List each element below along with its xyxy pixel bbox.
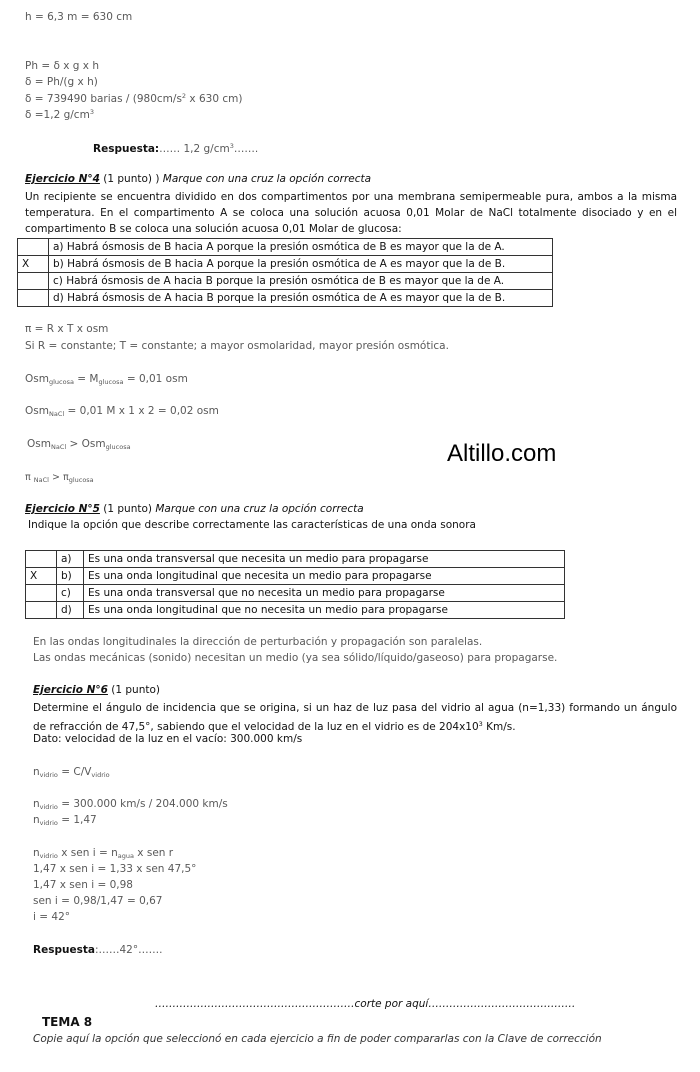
refraction-index-line: $n_{vidrio} = 300.000$ km/s / 204.000 km/s: [33, 798, 228, 811]
option-mark: [26, 551, 57, 568]
option-letter: a): [57, 551, 84, 568]
option-mark: X: [26, 568, 57, 585]
option-text: Es una onda transversal que no necesita un medio para propagarse: [84, 585, 565, 602]
exercise-6-heading: Ejercicio N°6 (1 punto): [33, 684, 161, 696]
option-mark: [18, 239, 49, 256]
wave-note: En las ondas longitudinales la dirección de perturbación y propagación son paralelas.: [33, 636, 483, 648]
option-mark: [26, 602, 57, 619]
copy-instruction: Copie aquí la opción que seleccionó en cada ejercicio a fin de poder compararlas con la Clave de corrección: [33, 1033, 602, 1045]
option-mark: X: [18, 256, 49, 273]
snell-law-line: $n_{vidrio}$ x sen $i = n_{agua}$ x sen r: [33, 847, 174, 860]
option-text: Es una onda transversal que necesita un medio para propagarse: [84, 551, 565, 568]
exercise-4-heading: Ejercicio N°4 (1 punto) ) Marque con una cruz la opción correcta: [25, 173, 372, 185]
osm-nacl-line: Osm$_{NaCl}$ = 0,01 M x 1 x 2 = 0,02 osm: [25, 405, 219, 418]
option-letter: d): [57, 602, 84, 619]
exercise-4-statement: Un recipiente se encuentra dividido en dos compartimentos por una membrana semipermeable pura, ambos a la misma temperatura. En el compartimento A se coloca una solución acuosa 0,01 Molar de NaCl totalmente disociado y en el compartimento B se coloca una solución acuosa 0,01 Molar de glucosa:: [25, 191, 677, 235]
exercise-4-options-table: [17, 238, 553, 307]
formula-line: Ph = δ x g x h: [25, 60, 99, 72]
snell-law-line: 1,47 x sen i = 0,98: [33, 879, 133, 891]
exercise-6-answer: Respuesta:……42°…….: [33, 944, 163, 956]
option-row: [18, 290, 553, 307]
option-text: Es una onda longitudinal que no necesita un medio para propagarse: [84, 602, 565, 619]
option-row: [26, 585, 565, 602]
exercise-6-data: Dato: velocidad de la luz en el vacío: 300.000 km/s: [33, 733, 303, 745]
osmotic-pressure-formula: π = R x T x osm: [25, 323, 109, 335]
snell-law-line: sen i = 0,98/1,47 = 0,67: [33, 895, 163, 907]
exercise-6-statement: Determine el ángulo de incidencia que se origina, si un haz de luz pasa del vidrio al agua (n=1,33) formando un ángulo de refracción de 47,5°, sabiendo que el velocidad de la luz en el vidrio es de $204x10^3$ Km/s.: [33, 702, 677, 733]
snell-law-line: 1,47 x sen i = 1,33 x sen 47,5°: [33, 863, 197, 875]
osm-comparison-line: Osm$_{NaCl}$ > Osm$_{glucosa}$: [27, 438, 131, 451]
exercise-5-heading: Ejercicio N°5 (1 punto) Marque con una cruz la opción correcta: [25, 503, 364, 515]
option-row: [18, 256, 553, 273]
formula-line: δ = 739490 barias / ($980cm/s^2$ x 630 cm): [25, 92, 243, 105]
height-line: h = 6,3 m = 630 cm: [25, 11, 133, 23]
pi-comparison-line: π $_{NaCl} > \pi_{glucosa}$: [25, 472, 94, 484]
option-row: [18, 239, 553, 256]
option-text: d) Habrá ósmosis de A hacia B porque la presión osmótica de A es mayor que la de B.: [49, 290, 553, 307]
option-letter: b): [57, 568, 84, 585]
option-row: [26, 602, 565, 619]
cut-line: …………………………………………………corte por aquí……………………………………: [155, 998, 576, 1010]
exercise-5-options-table: [25, 550, 565, 619]
answer-line: Respuesta:…… 1,2 $g/cm^3\dots\dots$.: [93, 142, 259, 155]
option-mark: [18, 290, 49, 307]
option-letter: c): [57, 585, 84, 602]
refraction-index-line: $n_{vidrio} = 1,47$: [33, 814, 97, 827]
snell-law-line: i = 42°: [33, 911, 71, 923]
option-text: b) Habrá ósmosis de B hacia A porque la presión osmótica de A es mayor que la de B.: [49, 256, 553, 273]
tema-label: TEMA 8: [42, 1015, 93, 1029]
osmotic-explanation: Si R = constante; T = constante; a mayor osmolaridad, mayor presión osmótica.: [25, 340, 449, 352]
option-mark: [18, 273, 49, 290]
formula-line: δ = Ph/(g x h): [25, 76, 98, 88]
option-row: [26, 551, 565, 568]
watermark-logo: Altillo.com: [447, 440, 557, 467]
option-mark: [26, 585, 57, 602]
option-row: [18, 273, 553, 290]
option-text: Es una onda longitudinal que necesita un medio para propagarse: [84, 568, 565, 585]
exercise-5-statement: Indique la opción que describe correctamente las características de una onda sonora: [28, 519, 476, 531]
option-row: [26, 568, 565, 585]
option-text: a) Habrá ósmosis de B hacia A porque la presión osmótica de B es mayor que la de A.: [49, 239, 553, 256]
option-text: c) Habrá ósmosis de A hacia B porque la presión osmótica de B es mayor que la de A.: [49, 273, 553, 290]
wave-note: Las ondas mecánicas (sonido) necesitan un medio (ya sea sólido/líquido/gaseoso) para propagarse.: [33, 652, 558, 664]
osm-glucose-line: $Osm_{glucosa} = M_{glucosa} = 0,01$ osm: [25, 373, 188, 386]
formula-line: δ =1,2 $g/cm^3$: [25, 108, 94, 121]
refraction-index-line: $n_{vidrio} = C/V_{vidrio}$: [33, 766, 110, 779]
